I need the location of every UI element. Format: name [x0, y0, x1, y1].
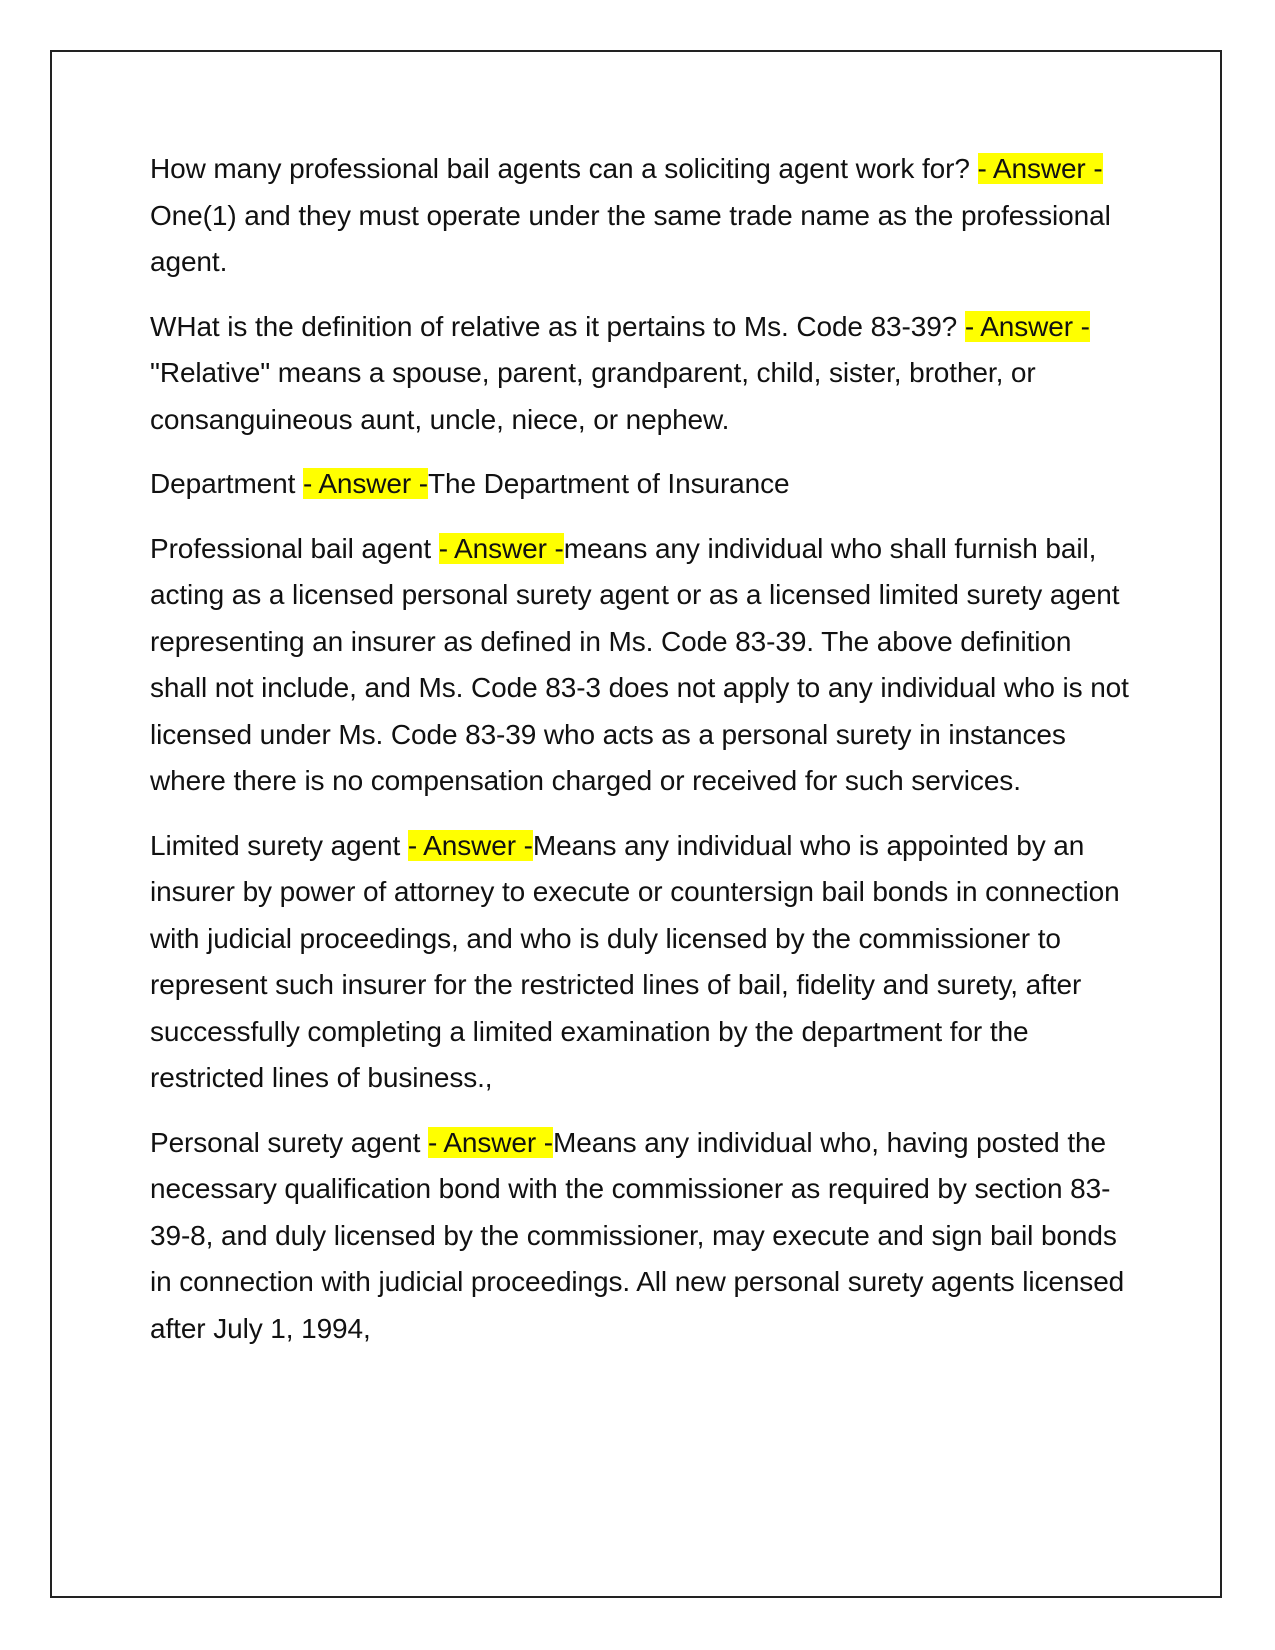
qa-entry-department [150, 461, 1135, 508]
question-text: Professional bail agent [150, 532, 439, 564]
answer-marker: - Answer - [407, 829, 533, 861]
answer-text: The Department of Insurance [428, 468, 790, 499]
answer-text: means any individual who shall furnish bail, acting as a licensed personal surety agent or as a licensed limited surety agent representing an insurer as defined in Ms. Code 83-39. The above definition shall not include, and Ms. Code 83-3 does not apply to any individual who is not licensed under Ms. Code 83-39 who acts as a personal surety in instances where there is no compensation charged or received for such services. [150, 532, 1129, 796]
qa-entry-professional-bail-agent [150, 526, 1135, 805]
qa-entry-limited-surety-agent [150, 823, 1135, 1102]
qa-entry-personal-surety-agent [150, 1120, 1135, 1353]
answer-marker: - Answer - [302, 468, 428, 499]
answer-marker: - Answer - [438, 532, 564, 564]
answer-text: Means any individual who, having posted the necessary qualification bond with the commissioner as required by section 83-39-8, and duly licensed by the commissioner, may execute and sign bail bonds in connection with judicial proceedings. All new personal surety agents licensed after July 1, 1994, [150, 1126, 1125, 1344]
answer-marker: - Answer - [977, 153, 1103, 184]
question-text: How many professional bail agents can a soliciting agent work for? [150, 153, 978, 184]
answer-text: "Relative" means a spouse, parent, grandparent, child, sister, brother, or consanguineous aunt, uncle, niece, or nephew. [150, 357, 1036, 435]
qa-entry-relative-definition [150, 304, 1135, 444]
answer-text: Means any individual who is appointed by an insurer by power of attorney to execute or countersign bail bonds in connection with judicial proceedings, and who is duly licensed by the commissioner to represent such insurer for the restricted lines of bail, fidelity and surety, after successfully completing a limited examination by the department for the restricted lines of business., [150, 829, 1120, 1093]
document-body [150, 146, 1135, 1370]
question-text: Limited surety agent [150, 829, 408, 861]
question-text: WHat is the definition of relative as it pertains to Ms. Code 83-39? [150, 310, 965, 342]
answer-marker: - Answer - [427, 1126, 553, 1158]
question-text: Department [150, 468, 303, 499]
answer-marker: - Answer - [964, 310, 1090, 342]
qa-entry-soliciting-agent [150, 146, 1135, 286]
answer-text: One(1) and they must operate under the same trade name as the professional agent. [150, 199, 1111, 277]
question-text: Personal surety agent [150, 1126, 428, 1158]
